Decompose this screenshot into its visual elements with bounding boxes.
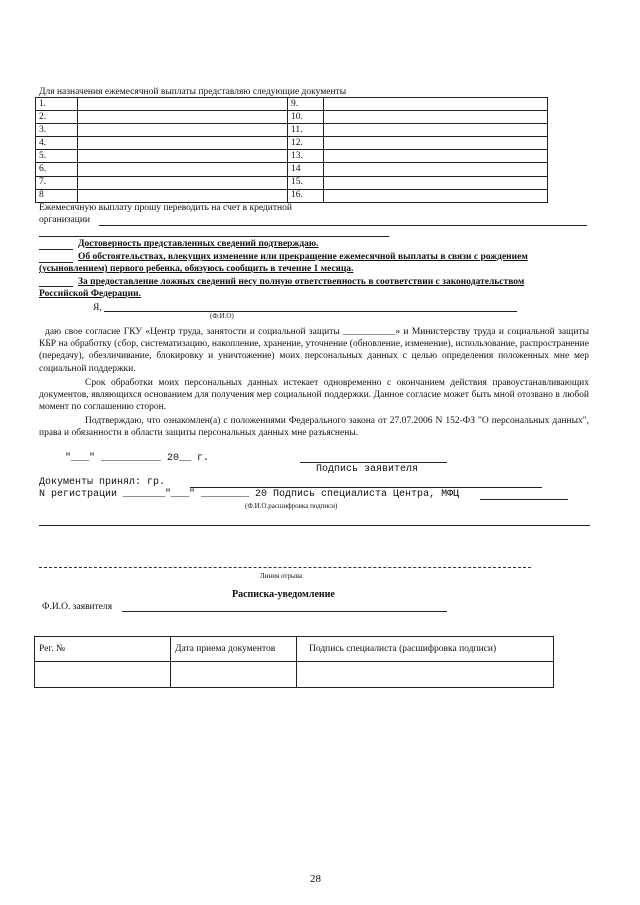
documents-row xyxy=(36,137,548,150)
doc-number-left: 6. xyxy=(36,163,78,176)
blank-mark-1 xyxy=(39,249,73,250)
reliability-statement: Достоверность представленных сведений подтверждаю. xyxy=(78,239,319,249)
docs-accepted-label: Документы принял: гр. xyxy=(39,477,166,488)
liability-line-2: Российской Федерации. xyxy=(39,289,141,299)
doc-number-right: 14 xyxy=(288,163,324,176)
receipt-header-date: Дата приема документов xyxy=(171,637,297,662)
circumstances-line-2: (усыновлением) первого ребенка, обязуюсь сообщить в течение 1 месяца. xyxy=(39,264,354,274)
receipt-header-reg-no: Рег. № xyxy=(35,637,171,662)
doc-number-left: 3. xyxy=(36,124,78,137)
organization-label: организации xyxy=(39,215,91,225)
organization-field-2[interactable] xyxy=(39,236,389,237)
doc-entry-left[interactable] xyxy=(78,176,288,189)
date-line[interactable]: "___" __________ 20__ г. xyxy=(65,453,210,464)
tear-off-line xyxy=(39,567,531,568)
separator-line xyxy=(39,525,590,526)
doc-entry-right[interactable] xyxy=(324,124,548,137)
blank-mark-3 xyxy=(39,286,73,287)
doc-number-right: 9. xyxy=(288,98,324,111)
page-number: 28 xyxy=(310,873,321,885)
applicant-signature-label: Подпись заявителя xyxy=(316,464,419,475)
doc-entry-right[interactable] xyxy=(324,98,548,111)
doc-entry-right[interactable] xyxy=(324,137,548,150)
doc-number-right: 12. xyxy=(288,137,324,150)
documents-table xyxy=(35,97,548,203)
doc-number-left: 7. xyxy=(36,176,78,189)
doc-entry-right[interactable] xyxy=(324,189,548,202)
doc-number-left: 8 xyxy=(36,189,78,202)
doc-number-left: 2. xyxy=(36,111,78,124)
docs-accepted-field[interactable] xyxy=(190,487,542,488)
documents-row xyxy=(36,111,548,124)
doc-entry-right[interactable] xyxy=(324,150,548,163)
i-label: Я, xyxy=(93,303,102,313)
doc-entry-left[interactable] xyxy=(78,124,288,137)
receipt-title: Расписка-уведомление xyxy=(232,589,335,600)
consent-text: даю свое согласие ГКУ «Центр труда, занятости и социальной защиты ___________» и Министерству труда и социальной защиты КБР на обработку (сбор, систематизацию, накопление, хранение, уточнение (обновление, изменение), использование, распространение (передачу), обезличивание, блокировку и уничтожение) моих персональных данных с целью определения положенных мне мер социальной поддержки. xyxy=(39,327,589,374)
documents-row xyxy=(36,189,548,202)
circumstances-line-1: Об обстоятельствах, влекущих изменение или прекращение ежемесячной выплаты в связи с рождением xyxy=(78,252,528,262)
liability-line-1: За предоставление ложных сведений несу полную ответственность в соответствии с законодательством xyxy=(78,277,525,287)
registration-line: N регистрации _______"___" ________ 20 Подпись специалиста Центра, МФЦ xyxy=(39,489,460,500)
doc-number-left: 1. xyxy=(36,98,78,111)
law-text: Подтверждаю, что ознакомлен(а) с положениями Федерального закона от 27.07.2006 N 152-ФЗ "О персональных данных", права и обязанности в области защиты персональных данных мне разъяснены. xyxy=(39,416,589,439)
doc-entry-right[interactable] xyxy=(324,163,548,176)
doc-number-left: 4. xyxy=(36,137,78,150)
documents-row xyxy=(36,163,548,176)
receipt-cell-reg-no[interactable] xyxy=(35,662,171,688)
fio-field[interactable] xyxy=(104,311,517,312)
receipt-header-signature: Подпись специалиста (расшифровка подписи) xyxy=(297,637,554,662)
doc-number-right: 15. xyxy=(288,176,324,189)
doc-number-right: 16. xyxy=(288,189,324,202)
tear-off-label: Линия отрыва xyxy=(260,572,303,580)
receipt-cell-signature[interactable] xyxy=(297,662,554,688)
signature-decoding-caption: (Ф.И.О.расшифровка подписи) xyxy=(245,502,338,510)
term-text: Срок обработки моих персональных данных истекает одновременно с окончанием действия правоустанавливающих документов, являющихся основанием для получения мер социальной поддержки. Данное согласие может быть мной отозвано в любой момент по соглашению сторон. xyxy=(39,378,589,413)
doc-entry-left[interactable] xyxy=(78,189,288,202)
doc-entry-right[interactable] xyxy=(324,111,548,124)
receipt-table xyxy=(34,636,554,688)
doc-entry-left[interactable] xyxy=(78,98,288,111)
receipt-fio-label: Ф.И.О. заявителя xyxy=(42,602,113,612)
receipt-fio-field[interactable] xyxy=(122,611,447,612)
organization-field[interactable] xyxy=(99,225,587,226)
documents-row xyxy=(36,150,548,163)
doc-number-left: 5. xyxy=(36,150,78,163)
documents-row xyxy=(36,98,548,111)
doc-number-right: 10. xyxy=(288,111,324,124)
doc-entry-right[interactable] xyxy=(324,176,548,189)
documents-row xyxy=(36,124,548,137)
fio-caption: (Ф.И.О) xyxy=(210,312,234,320)
specialist-signature-field[interactable] xyxy=(480,499,568,500)
doc-entry-left[interactable] xyxy=(78,163,288,176)
doc-entry-left[interactable] xyxy=(78,137,288,150)
bank-transfer-text: Ежемесячную выплату прошу переводить на счет в кредитной xyxy=(39,203,292,213)
doc-number-right: 13. xyxy=(288,150,324,163)
doc-entry-left[interactable] xyxy=(78,111,288,124)
documents-row xyxy=(36,176,548,189)
doc-entry-left[interactable] xyxy=(78,150,288,163)
docs-heading: Для назначения ежемесячной выплаты представляю следующие документы xyxy=(39,87,347,97)
receipt-cell-date[interactable] xyxy=(171,662,297,688)
doc-number-right: 11. xyxy=(288,124,324,137)
applicant-signature-field[interactable] xyxy=(300,462,447,463)
